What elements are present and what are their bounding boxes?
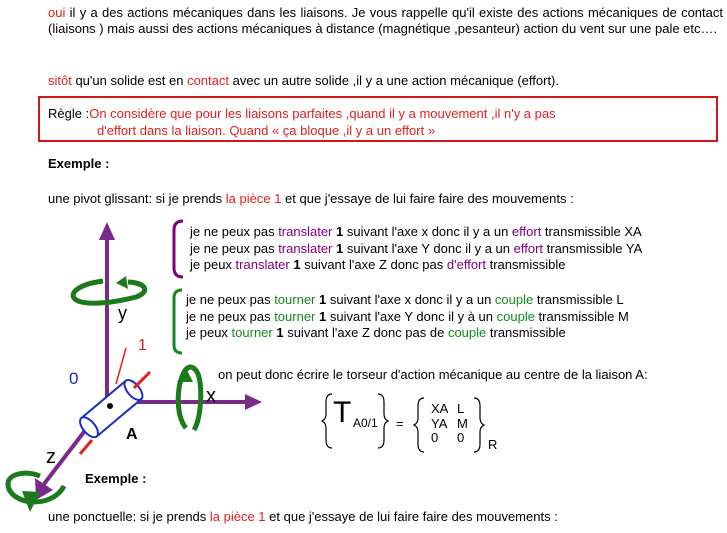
example-heading-1: Exemple : — [48, 156, 110, 171]
matrix-left-brace — [414, 398, 424, 452]
y-axis-label: y — [118, 303, 127, 323]
contact-paragraph: sitôt qu'un solide est en contact avec un autre solide ,il y a une action mécanique (effort). — [48, 73, 560, 88]
torseur-right-brace — [378, 394, 388, 448]
matrix-right-brace — [474, 398, 484, 452]
rule-line-1: Règle :On considère que pour les liaisons parfaites ,quand il y a mouvement ,il n'y a pas — [48, 106, 556, 121]
x-axis-arrowhead — [245, 394, 262, 410]
ponctuelle-sentence: une ponctuelle: si je prends la pièce 1 et que j'essaye de lui faire faire des mouvements : — [48, 509, 558, 524]
center-point-A — [107, 403, 113, 409]
x-axis-label: x — [206, 385, 216, 407]
sitot-word: sitôt — [48, 73, 72, 88]
y-axis-arrowhead — [99, 222, 115, 240]
z-axis-label: z — [46, 446, 56, 468]
point-A-label: A — [126, 426, 138, 443]
reference-R: R — [488, 437, 498, 452]
part-0-label: 0 — [69, 369, 79, 388]
part-1-label: 1 — [138, 337, 147, 354]
translation-item: je peux translater 1 suivant l'axe Z donc pas d'effort transmissible — [190, 257, 566, 272]
rule-line-2: d'effort dans la liaison. Quand « ça bloque ,il y a un effort » — [97, 123, 436, 138]
piece-link: la pièce 1 — [225, 191, 282, 206]
torseur-T: T — [333, 396, 352, 429]
torseur-intro: on peut donc écrire le torseur d'action mécanique au centre de la liaison A: — [218, 367, 648, 382]
translation-item: je ne peux pas translater 1 suivant l'axe Y donc il y a un effort transmissible YA — [190, 240, 643, 256]
rotation-item: je ne peux pas tourner 1 suivant l'axe Y donc il y à un couple transmissible M — [186, 308, 629, 324]
example-heading-2: Exemple : — [85, 471, 147, 486]
torseur-matrix: XA L YA M 0 0 — [431, 401, 468, 445]
label-1-leader — [116, 348, 126, 384]
contact-word: contact — [187, 73, 229, 88]
rule-label: Règle : — [48, 106, 90, 121]
torseur-subscript: A0/1 — [353, 416, 378, 430]
torseur-left-brace — [322, 394, 332, 448]
equals-sign: = — [396, 416, 404, 431]
translation-item: je ne peux pas translater 1 suivant l'axe x donc il y a un effort transmissible XA — [190, 224, 642, 239]
rotation-bracket — [174, 290, 182, 353]
translation-bracket — [174, 221, 183, 277]
cylinder-axis-top — [134, 372, 150, 388]
rotation-item: je peux tourner 1 suivant l'axe Z donc pas de couple transmissible — [186, 325, 566, 340]
pivot-sentence: une pivot glissant: si je prends la pièce 1 et que j'essaye de lui faire faire des mouvements : — [48, 191, 574, 206]
intro-text: il y a des actions mécaniques dans les liaisons. Je vous rappelle qu'il existe des actions mécaniques de contact (liaisons ) mais aussi des actions mécaniques à distance (magnétique ,pesanteur) action du vent sur une pale etc…. — [48, 5, 723, 36]
oui-word: oui — [48, 5, 66, 20]
piece-link: la pièce 1 — [209, 509, 266, 524]
cylinder-axis-bottom — [80, 440, 92, 454]
rotation-item: je ne peux pas tourner 1 suivant l'axe x donc il y a un couple transmissible L — [186, 292, 624, 307]
